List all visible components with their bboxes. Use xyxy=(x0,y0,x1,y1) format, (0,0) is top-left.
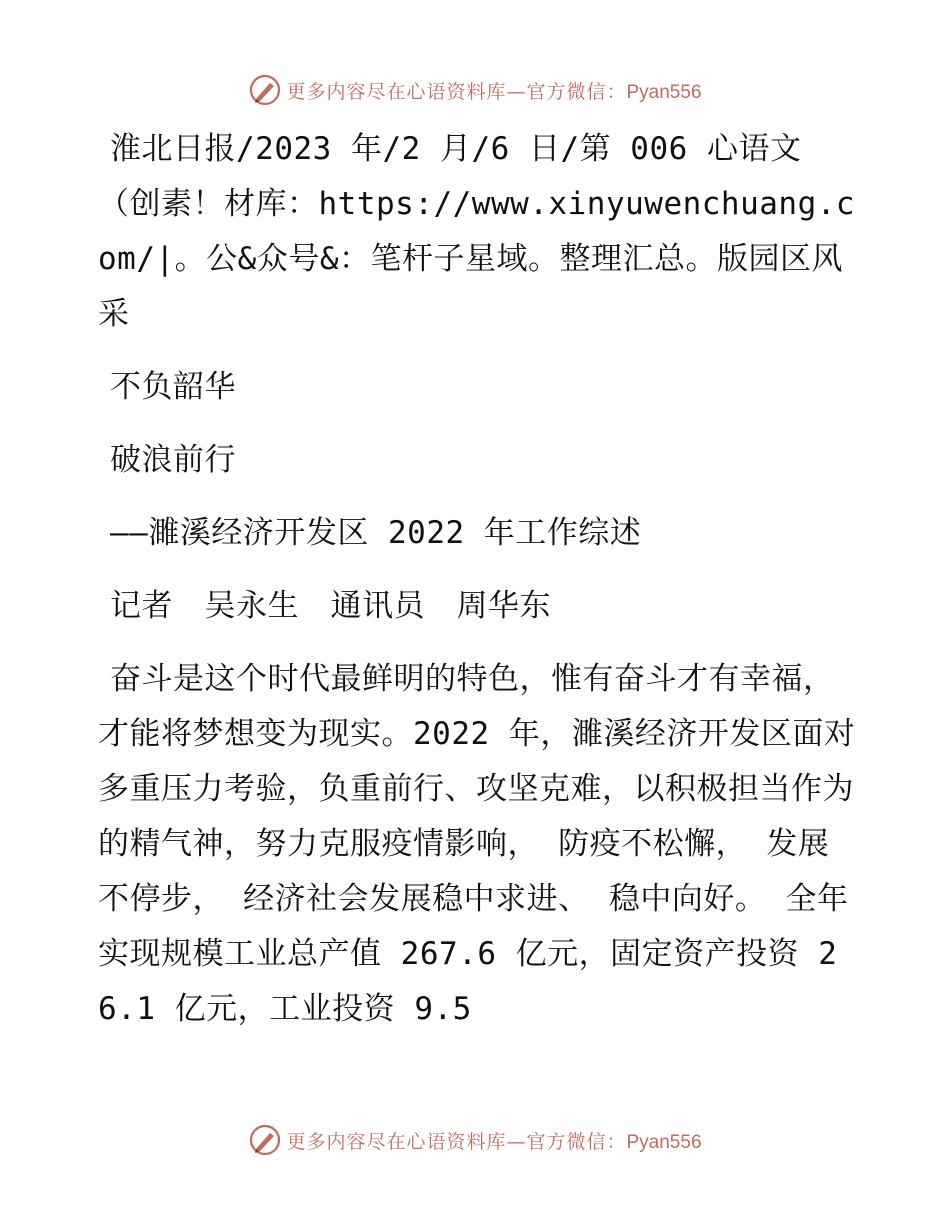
pen-logo-icon xyxy=(248,1123,282,1157)
pen-logo-icon xyxy=(248,73,282,107)
watermark-banner-top xyxy=(0,70,950,110)
article-title-2: 破浪前行 xyxy=(110,442,236,478)
article-subtitle: ——濉溪经济开发区 2022 年工作综述 xyxy=(110,515,642,551)
article-body: 奋斗是这个时代最鲜明的特色，惟有奋斗才有幸福，才能将梦想变为现实。2022 年，濉溪经济开发区面对多重压力考验，负重前行、攻坚克难，以积极担当作为的精气神，努力克服疫情影响， 防疫不松懈， 发展不停步， 经济社会发展稳中求进、 稳中向好。 全年实现规模工业总产值 267.6 亿元，固定资产投资 26.1 亿元，工业投资 9.5 xyxy=(98,661,856,1027)
watermark-banner-bottom xyxy=(0,1120,950,1160)
watermark-text: 更多内容尽在心语资料库—官方微信：Pyan556 xyxy=(286,1130,702,1153)
header-line: 淮北日报/2023 年/2 月/6 日/第 006 心语文（创素！材库：https://www.xinyuwenchuang.com/|。公&众号&：笔杆子星域。整理汇总。版园区风采 xyxy=(98,131,856,332)
article-content xyxy=(98,122,858,1037)
watermark-text: 更多内容尽在心语资料库—官方微信：Pyan556 xyxy=(286,80,702,103)
article-byline: 记者 吴永生 通讯员 周华东 xyxy=(110,588,551,624)
article-title-1: 不负韶华 xyxy=(110,369,236,405)
